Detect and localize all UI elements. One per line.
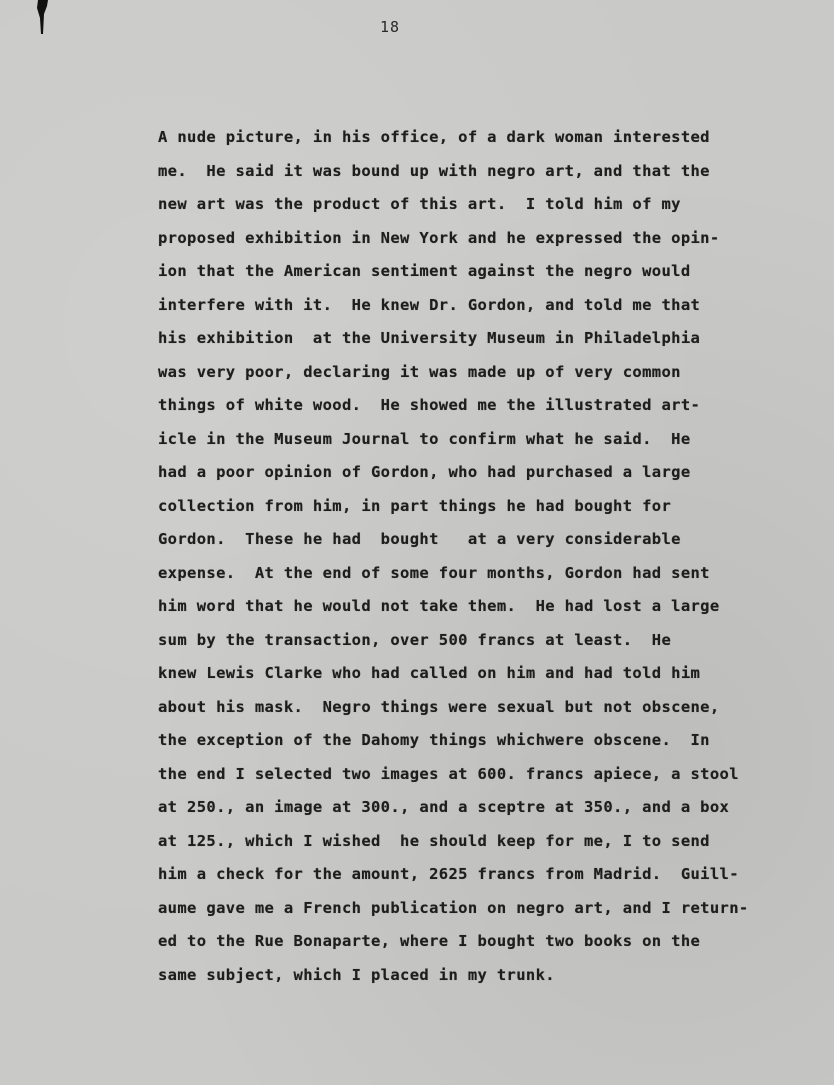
text-line: his exhibition at the University Museum in Philadelphia <box>158 329 701 347</box>
text-line: him a check for the amount, 2625 francs from Madrid. Guill- <box>158 865 739 883</box>
corner-ink-mark <box>36 0 50 34</box>
text-line: things of white wood. He showed me the illustrated art- <box>158 396 701 414</box>
text-line: was very poor, declaring it was made up of very common <box>158 362 681 381</box>
text-line: at 250., an image at 300., and a sceptre at 350., and a box <box>158 798 730 816</box>
text-line: interfere with it. He knew Dr. Gordon, and told me that <box>158 295 701 314</box>
text-line: collection from him, in part things he had bought for <box>158 496 672 515</box>
text-line: icle in the Museum Journal to confirm what he said. He <box>158 429 691 448</box>
reverse-bleed-through: ⠀ <box>777 58 812 105</box>
text-line: sum by the transaction, over 500 francs at least. He <box>158 630 672 649</box>
text-line: new art was the product of this art. I told him of my <box>158 195 681 213</box>
page-number: 18 <box>380 18 401 36</box>
text-line: same subject, which I placed in my trunk. <box>158 965 555 984</box>
body-text <box>158 125 778 996</box>
text-line: ion that the American sentiment against the negro would <box>158 262 691 280</box>
text-line: about his mask. Negro things were sexual but not obscene, <box>158 697 720 716</box>
text-line: expense. At the end of some four months, Gordon had sent <box>158 563 710 582</box>
text-line: ed to the Rue Bonaparte, where I bought two books on the <box>158 932 701 950</box>
text-line: had a poor opinion of Gordon, who had purchased a large <box>158 463 691 481</box>
text-line: at 125., which I wished he should keep for me, I to send <box>158 831 710 850</box>
text-line: proposed exhibition in New York and he expressed the opin- <box>158 228 720 247</box>
text-line: the exception of the Dahomy things whichwere obscene. In <box>158 731 710 749</box>
text-line: me. He said it was bound up with negro art, and that the <box>158 161 710 180</box>
text-line: him word that he would not take them. He had lost a large <box>158 597 720 615</box>
text-line: A nude picture, in his office, of a dark woman interested <box>158 128 710 146</box>
text-line: aume gave me a French publication on negro art, and I return- <box>158 898 749 917</box>
text-line: knew Lewis Clarke who had called on him and had told him <box>158 664 701 682</box>
text-line: Gordon. These he had bought at a very considerable <box>158 530 681 548</box>
text-line: the end I selected two images at 600. francs apiece, a stool <box>158 764 739 783</box>
